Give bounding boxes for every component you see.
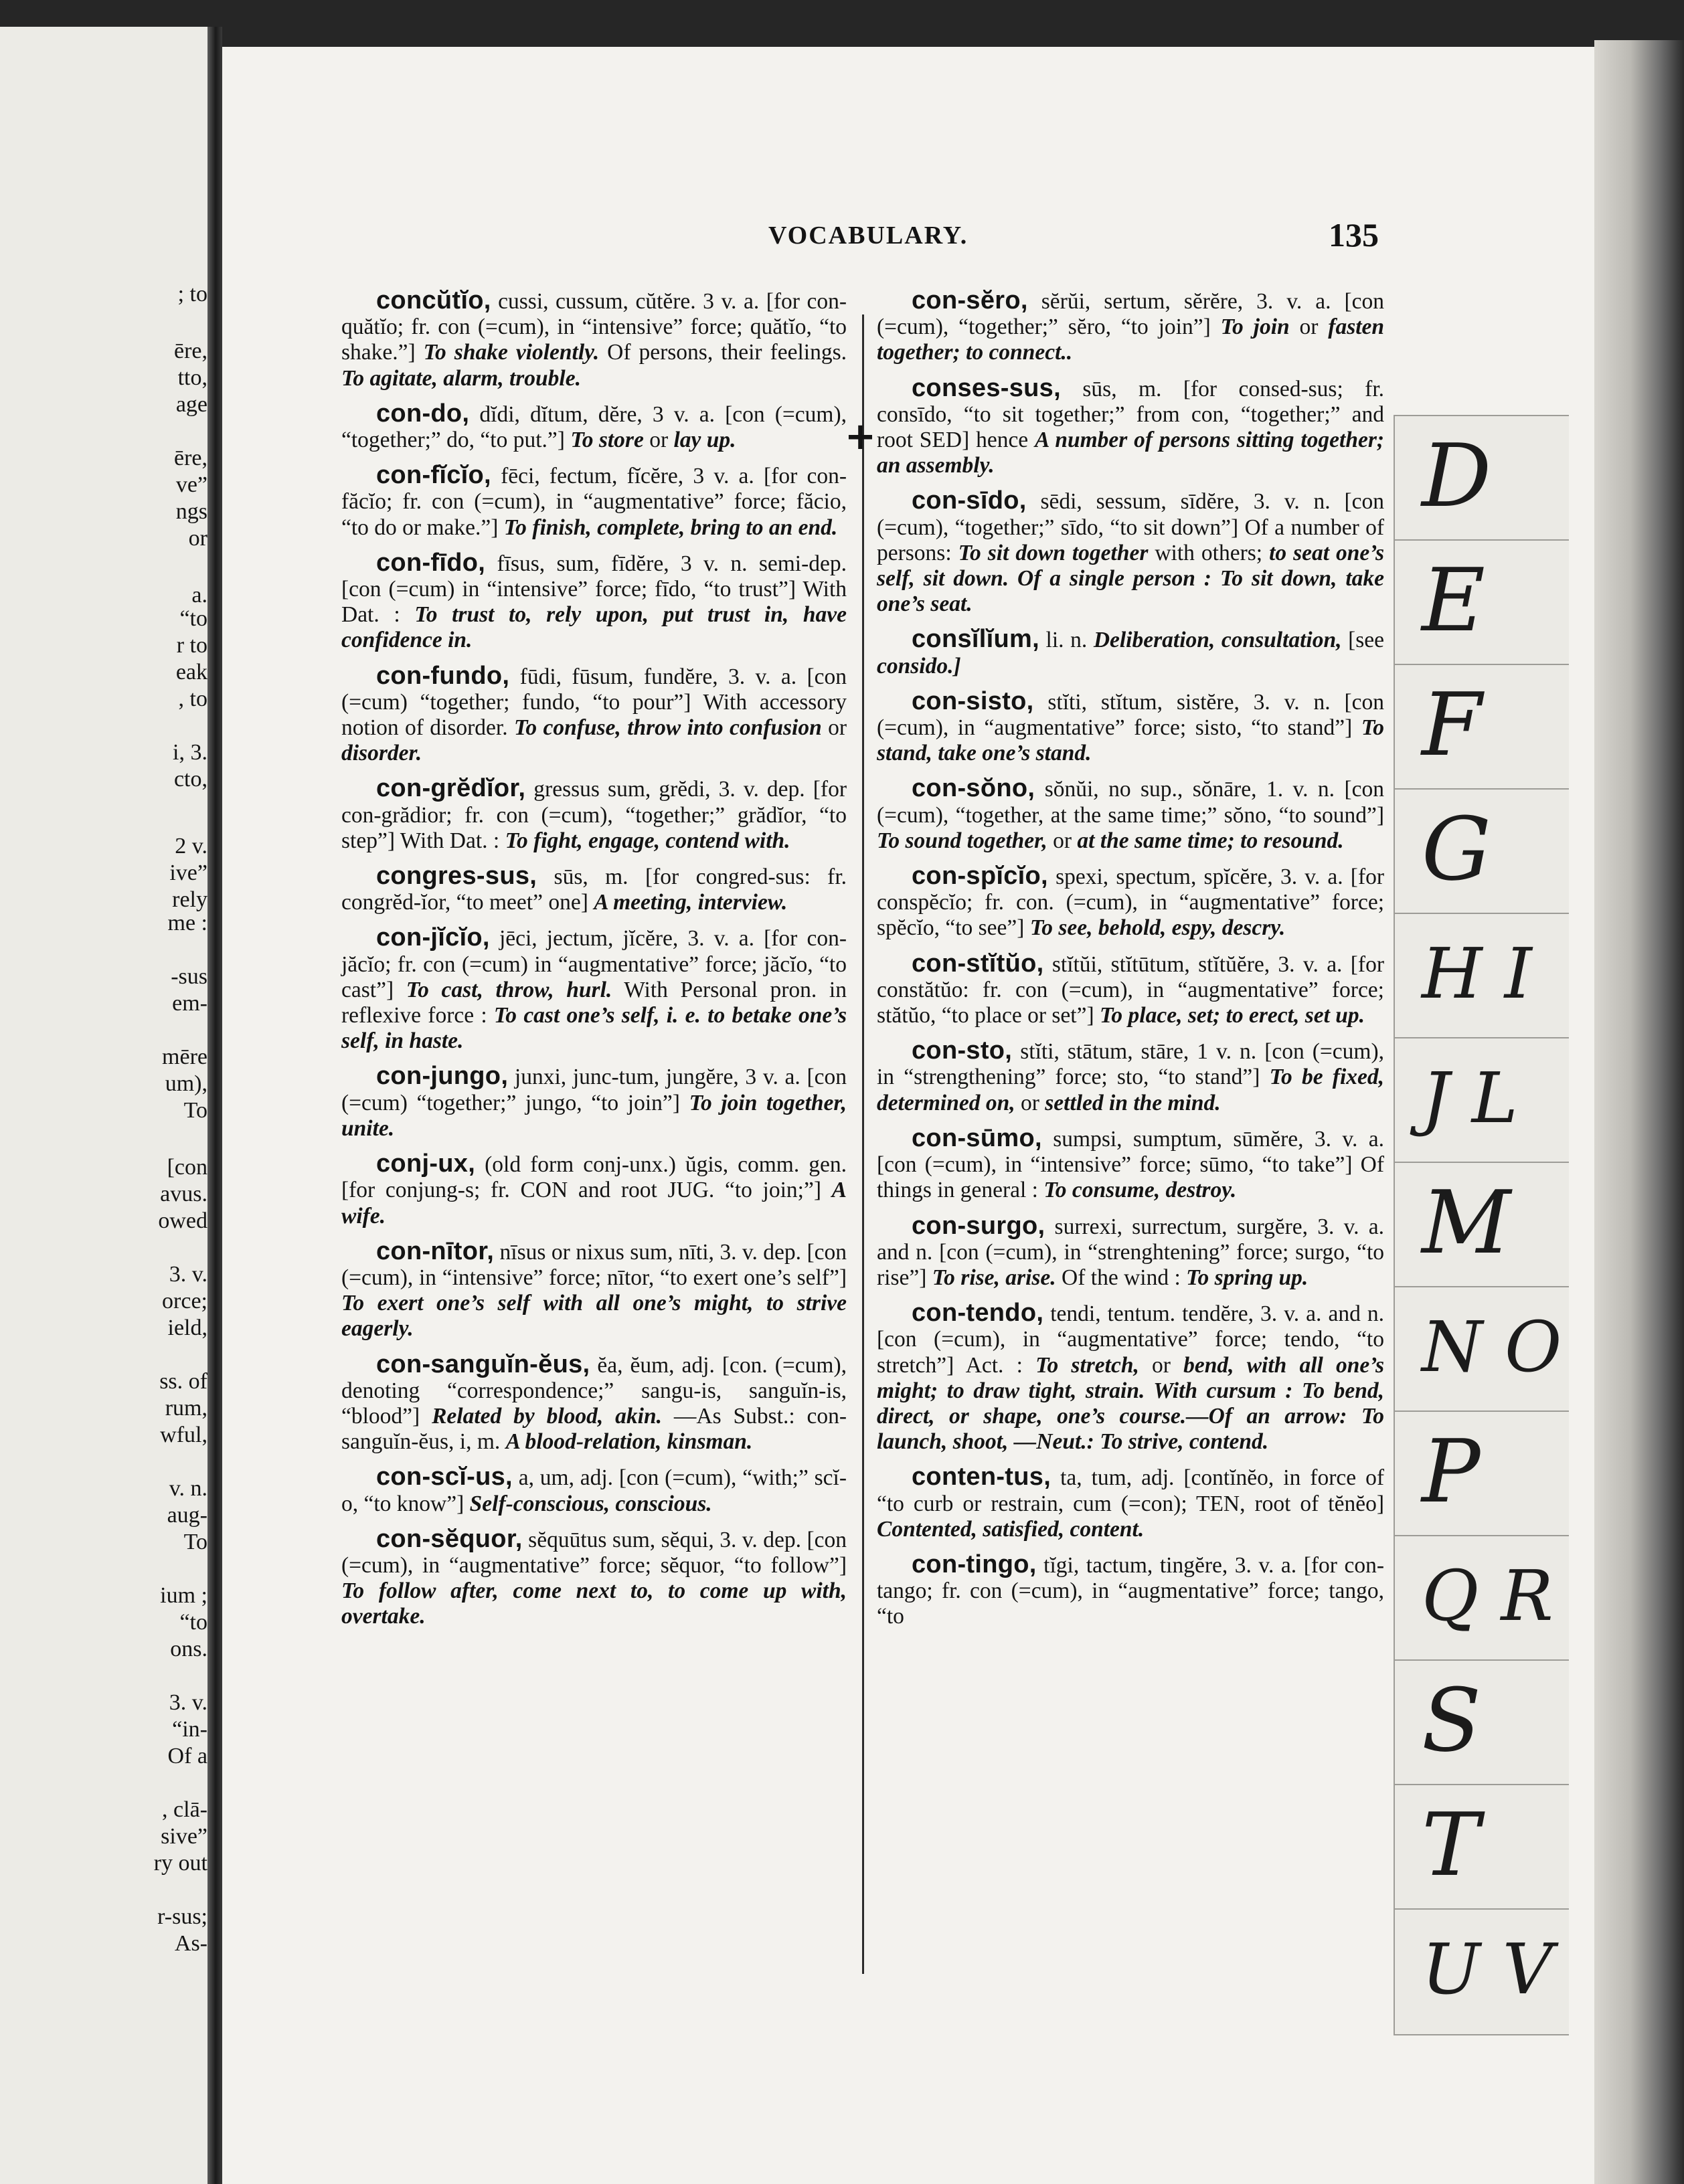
entry-headword: con-do, [376, 399, 470, 428]
entry-etymology: stĭtŭi, stĭtūtum, stĭtŭĕre, 3. v. a. [for constătŭo: fr. con (=cum), in “augmentative” force; stătŭo, “to place or set”] [877, 951, 1384, 1028]
entry-headword: con-scĭ-us, [376, 1463, 513, 1491]
entry-definition: To sit down together [958, 540, 1149, 565]
entry-headword: con-fīdo, [376, 548, 486, 577]
left-page-fragment: , clā- [162, 1797, 207, 1822]
left-page-fragment: As- [174, 1931, 207, 1956]
index-tab [1394, 1037, 1569, 1164]
entry-etymology: sūs, m. [for congred-sus: fr. congrĕd-ĭor, “to meet” one] [341, 864, 847, 915]
entry-definition: A wife. [341, 1178, 847, 1228]
entry-headword: con-surgo, [912, 1211, 1045, 1240]
left-page-fragment: or [188, 526, 207, 551]
left-page-fragment: em- [172, 991, 207, 1016]
index-tab [1394, 788, 1569, 915]
dictionary-entry [341, 462, 847, 541]
entry-definition: To finish, complete, bring to an end. [503, 515, 838, 540]
index-tab [1394, 1659, 1569, 1787]
entry-note: Of the wind : [1062, 1265, 1181, 1290]
entry-definition: To shake violently. [423, 340, 600, 365]
left-page-fragment: owed [158, 1208, 207, 1233]
left-page-fragment: “in- [172, 1717, 207, 1742]
entry-note: or [1020, 1090, 1039, 1115]
left-page-fragment: um), [165, 1071, 207, 1096]
entry-etymology: surrexi, surrectum, surgĕre, 3. v. a. and n. [con (=cum), in “strenghtening” force; surgo, “to rise”] [877, 1214, 1385, 1290]
entry-definition: To cast, throw, hurl. [406, 977, 612, 1002]
column-rule [862, 314, 864, 1974]
left-page-fragment: rum, [165, 1396, 207, 1421]
entry-note: —As Subst.: con-sanguĭn-ĕus, i, m. [341, 1403, 847, 1455]
entry-etymology: fīsus, sum, fīdĕre, 3 v. n. semi-dep. [con (=cum) in “intensive” force; fīdo, “to trust”] With Dat. : [341, 551, 847, 628]
entry-etymology: (old form conj-unx.) ŭgis, comm. gen. [for conjung-s; fr. CON and root JUG. “to join;”] [341, 1152, 847, 1203]
entry-etymology: ĕa, ĕum, adj. [con. (=cum), denoting “correspondence;” sangu-is, sanguĭn-is, “blood”] [341, 1352, 847, 1429]
entry-etymology: sŏnŭi, no sup., sŏnāre, 1. v. n. [con (=cum), “together, at the same time;” sŏno, “to sound”] [877, 777, 1384, 828]
dictionary-entry [877, 1464, 1384, 1542]
entry-note: With Personal pron. in reflexive force : [341, 977, 847, 1028]
dictionary-entry [877, 1125, 1384, 1204]
left-page-fragment: “to [179, 1610, 207, 1635]
entry-definition: A number of persons sitting together; an assembly. [877, 428, 1385, 478]
entry-definition: To trust to, rely upon, put trust in, have confidence in. [341, 602, 847, 653]
left-page-fragment: To [183, 1098, 207, 1123]
entry-definition: To join [1220, 314, 1290, 340]
entry-definition: To see, behold, espy, descry. [1029, 915, 1286, 941]
dictionary-entry [877, 1300, 1384, 1455]
entry-definition: To consume, destroy. [1043, 1178, 1237, 1203]
index-tab-letter: D [1422, 425, 1492, 527]
left-page-fragment: ium ; [160, 1583, 207, 1608]
entry-definition: To sound together, [877, 828, 1047, 853]
dictionary-entry [877, 951, 1384, 1029]
entry-note: or [1053, 828, 1072, 853]
left-page-fragment: a. [191, 583, 207, 608]
left-page-fragment: avus. [160, 1182, 207, 1206]
entry-etymology: nīsus or nixus sum, nīti, 3. v. dep. [con (=cum), in “intensive” force; nītor, “to exert one’s self”] [341, 1239, 847, 1290]
left-page-fragment: eak [175, 660, 207, 685]
entry-etymology: tĭgi, tactum, tingĕre, 3. v. a. [for con-tango; fr. con (=cum), in “augmentative” force; tango, “to [877, 1552, 1384, 1629]
entry-headword: concŭtĭo, [376, 286, 491, 314]
entry-headword: con-fĭcĭo, [376, 461, 491, 490]
running-head: VOCABULARY. [768, 221, 969, 250]
entry-note: [see [1348, 628, 1385, 653]
dictionary-entry [341, 1464, 847, 1516]
index-tab [1394, 539, 1569, 666]
left-page-fragment: ngs [175, 499, 207, 524]
entry-headword: con-stĭtŭo, [912, 949, 1044, 978]
dictionary-entry [877, 776, 1384, 854]
entry-etymology: sēdi, sessum, sīdĕre, 3. v. n. [con (=cum), “together;” sīdo, “to sit down”] Of a number of persons: [877, 489, 1385, 565]
left-page-fragment: 3. v. [169, 1690, 207, 1715]
entry-definition: A meeting, interview. [594, 890, 788, 915]
entry-definition-2: To spring up. [1186, 1265, 1309, 1290]
entry-definition-2: settled in the mind. [1045, 1090, 1221, 1115]
right-column [877, 288, 1384, 1639]
index-tab-letter: G [1422, 798, 1491, 900]
entry-definition-2: bend, with all one’s might; to draw tight, strain. With cursum : To bend, direct, or shape, one’s course.—Of an arrow: To launch, shoot, —Neut.: To strive, contend. [877, 1352, 1384, 1455]
entry-headword: conten-tus, [912, 1463, 1051, 1491]
book-gutter [207, 27, 222, 2184]
entry-headword: con-grĕdĭor, [376, 774, 526, 803]
entry-etymology: junxi, junc-tum, jungĕre, 3 v. a. [con (=cum) “together;” jungo, “to join”] [341, 1065, 847, 1115]
left-page-fragment: “to [179, 606, 207, 631]
index-tab [1394, 1784, 1569, 1911]
dictionary-entry [877, 488, 1384, 617]
entry-etymology: sumpsi, sumptum, sūmĕre, 3. v. a. [con (=cum), in “intensive” force; sūmo, “to take”] Of things in general : [877, 1126, 1384, 1203]
index-tab-letter: T [1422, 1794, 1480, 1896]
entry-headword: consĭlĭum, [912, 625, 1039, 654]
entry-etymology: spexi, spectum, spĭcĕre, 3. v. a. [for conspĕcĭo; fr. con. (=cum), in “augmentative” force; spĕcĭo, “to see”] [877, 864, 1385, 941]
entry-definition-2: at the same time; to resound. [1077, 828, 1344, 853]
dictionary-entry [341, 288, 847, 391]
dictionary-entry [341, 1239, 847, 1342]
left-page-fragment: Of a [167, 1744, 207, 1768]
left-page-fragment: [con [167, 1155, 207, 1180]
left-page-fragment: r-sus; [157, 1904, 207, 1929]
left-page-fragment: v. n. [169, 1476, 207, 1501]
index-tab-letter: S [1422, 1669, 1482, 1771]
left-page-fragment: ield, [167, 1315, 207, 1340]
entry-headword: con-sĕquor, [376, 1524, 523, 1553]
entry-etymology: sĕquūtus sum, sĕqui, 3. v. dep. [con (=cum), in “augmentative” force; sĕquor, “to follow”] [341, 1527, 847, 1578]
entry-etymology: dĭdi, dĭtum, dĕre, 3 v. a. [con (=cum), “together;” do, “to put.”] [341, 401, 847, 453]
entry-definition-2: consido.] [877, 653, 961, 678]
left-page-fragment: cto, [173, 767, 207, 792]
left-page-fragment: ve” [175, 472, 207, 497]
left-page-fragment: aug- [167, 1503, 207, 1528]
left-page-fragment: ēre, [173, 339, 207, 363]
entry-headword: con-sĕro, [912, 286, 1028, 314]
entry-etymology: sūs, m. [for consed-sus; fr. consīdo, “to sit together;” from con, “together;” and root SED] hence [877, 376, 1385, 453]
entry-headword: con-nītor, [376, 1237, 495, 1265]
entry-definition: To fight, engage, contend with. [505, 828, 790, 853]
entry-etymology: sĕrŭi, sertum, sĕrĕre, 3. v. a. [con (=cum), “together;” sĕro, “to join”] [877, 289, 1385, 340]
dictionary-entry [341, 776, 847, 854]
left-page-fragment: , to [178, 687, 207, 711]
page-edge [1594, 40, 1684, 2184]
entry-definition: Contented, satisfied, content. [877, 1516, 1145, 1542]
entry-headword: con-sanguĭn-ĕus, [376, 1350, 590, 1378]
entry-definition: Related by blood, akin. [432, 1403, 662, 1429]
entry-headword: con-jungo, [376, 1062, 509, 1091]
index-tab [1394, 1410, 1569, 1538]
entry-etymology: ta, tum, adj. [contĭnĕo, in force of “to curb or restrain, cum (=con); TEN, root of tĕnĕo] [877, 1465, 1384, 1516]
left-column [341, 288, 847, 1639]
entry-definition: To store [570, 428, 644, 453]
entry-etymology: fēci, fectum, fĭcĕre, 3 v. a. [for con-făcĭo; fr. con (=cum), in “augmentative” force; făcio, “to do or make.”] [341, 464, 847, 540]
left-page-fragment: ry out [153, 1851, 207, 1876]
previous-page [0, 27, 207, 2184]
index-tab [1394, 1535, 1569, 1662]
page-number: 135 [1329, 216, 1379, 254]
dictionary-entry [877, 689, 1384, 767]
entry-headword: con-fundo, [376, 661, 510, 690]
dictionary-entry [341, 663, 847, 767]
entry-definition: To place, set; to erect, set up. [1100, 1003, 1365, 1028]
left-page-fragment: r to [176, 633, 207, 658]
index-tab [1394, 913, 1569, 1040]
left-page-fragment: orce; [162, 1289, 207, 1313]
index-tab-letter: H I [1422, 933, 1532, 1014]
entry-etymology: li. n. [1045, 628, 1088, 653]
entry-note: or [649, 428, 669, 453]
left-page-fragment: i, 3. [173, 740, 207, 765]
dictionary-entry [341, 1352, 847, 1455]
entry-headword: con-jĭcĭo, [376, 923, 490, 952]
dictionary-entry [341, 1151, 847, 1229]
entry-definition: To join together, unite. [341, 1090, 847, 1141]
entry-definition-2: to seat one’s self, sit down. Of a single person : To sit down, take one’s seat. [877, 540, 1385, 617]
dictionary-entry [341, 401, 847, 453]
entry-note: or [1152, 1352, 1171, 1378]
index-tab-letter: M [1422, 1172, 1511, 1273]
dictionary-entry [341, 550, 847, 654]
entry-definition-2: fasten together; to connect.. [877, 314, 1385, 365]
index-tab [1394, 664, 1569, 791]
entry-definition: To stretch, [1035, 1352, 1139, 1378]
entry-definition: To exert one’s self with all one’s might, to strive eagerly. [341, 1291, 847, 1342]
entry-definition-2: To cast one’s self, i. e. to betake one’s self, in haste. [341, 1003, 847, 1054]
entry-headword: con-spĭcĭo, [912, 862, 1048, 891]
entry-definition: To be fixed, determined on, [877, 1065, 1385, 1115]
dictionary-entry [877, 1213, 1384, 1291]
entry-etymology: gressus sum, grĕdi, 3. v. dep. [for con-grădior; fr. con (=cum), “together;” grădĭor, “to step”] With Dat. : [341, 777, 847, 853]
index-tab-letter: N O [1422, 1306, 1562, 1388]
entry-etymology: fūdi, fūsum, fundĕre, 3. v. a. [con (=cum) “together; fundo, “to pour”] With accessory notion of disorder. [341, 664, 847, 741]
left-page-fragment: sive” [161, 1824, 207, 1849]
entry-etymology: stĭti, stātum, stāre, 1 v. n. [con (=cum), in “strengthening” force; sto, “to stand”] [877, 1039, 1385, 1090]
entry-etymology: a, um, adj. [con (=cum), “with;” scĭ-o, “to know”] [341, 1465, 847, 1516]
left-page-fragment: wful, [160, 1423, 207, 1447]
entry-definition-2: lay up. [673, 428, 736, 453]
entry-definition-2: disorder. [341, 741, 422, 766]
entry-note: with others; [1155, 540, 1263, 565]
entry-definition: To confuse, throw into confusion [513, 715, 822, 741]
entry-etymology: cussi, cussum, cŭtĕre. 3 v. a. [for con-quătĭo; fr. con (=cum), in “intensive” force; quătĭo, “to shake.”] [341, 289, 847, 365]
index-tab-letter: E [1422, 549, 1485, 651]
entry-headword: conses-sus, [912, 373, 1061, 402]
entry-headword: con-sŏno, [912, 774, 1035, 803]
index-tab-letter: F [1422, 674, 1483, 776]
entry-etymology: tendi, tentum. tendĕre, 3. v. a. and n. [con (=cum), in “augmentative” force; tendo, “to stretch”] Act. : [877, 1301, 1384, 1378]
entry-note: or [828, 715, 847, 741]
dictionary-entry [341, 1063, 847, 1142]
dictionary-entry [877, 626, 1384, 678]
left-page-fragment: me : [167, 911, 207, 935]
entry-headword: con-sūmo, [912, 1123, 1042, 1152]
entry-definition-2: To agitate, alarm, trouble. [341, 365, 581, 391]
index-tab [1394, 1162, 1569, 1289]
entry-definition: To rise, arise. [932, 1265, 1056, 1290]
dictionary-entry [341, 925, 847, 1054]
entry-definition-2: A blood-relation, kinsman. [505, 1429, 753, 1455]
left-page-fragment: -sus [171, 964, 207, 989]
index-tab [1394, 1908, 1569, 2035]
left-page-fragment: ons. [170, 1637, 207, 1661]
entry-headword: congres-sus, [376, 862, 537, 891]
entry-headword: con-sisto, [912, 687, 1034, 715]
index-tab-letter: Q R [1422, 1555, 1553, 1637]
left-page-fragment: ēre, [173, 446, 207, 470]
dictionary-entry [877, 1038, 1384, 1116]
dictionary-entry [341, 863, 847, 915]
dictionary-entry [877, 863, 1384, 941]
index-tab-letter: U V [1422, 1928, 1553, 2010]
left-page-fragment: ; to [177, 282, 207, 306]
left-page-fragment: 3. v. [169, 1262, 207, 1287]
entry-headword: con-tingo, [912, 1550, 1037, 1578]
entry-note: Of persons, their feelings. [607, 340, 847, 365]
entry-definition: To follow after, come next to, to come up with, overtake. [341, 1578, 847, 1629]
left-page-fragment: To [183, 1530, 207, 1554]
left-page-fragment: ss. of [159, 1369, 207, 1394]
margin-cross-mark: + [845, 415, 876, 458]
left-page-fragment: tto, [177, 365, 207, 390]
entry-headword: con-sīdo, [912, 486, 1027, 515]
entry-headword: con-sto, [912, 1036, 1013, 1065]
entry-headword: con-tendo, [912, 1299, 1044, 1328]
left-page-fragment: mēre [162, 1044, 207, 1069]
entry-definition: To stand, take one’s stand. [877, 715, 1385, 766]
entry-etymology: jēci, jectum, jĭcĕre, 3. v. a. [for con-jăcĭo; fr. con (=cum) in “augmentative” force; jăcĭo, “to cast”] [341, 926, 847, 1002]
index-tab-letter: J L [1422, 1057, 1518, 1139]
dictionary-entry [877, 1552, 1384, 1630]
dictionary-entry [341, 1526, 847, 1630]
entry-etymology: stĭti, stĭtum, sistĕre, 3. v. n. [con (=cum), in “augmentative” force; sisto, “to stand”] [877, 689, 1385, 741]
index-tab [1394, 1286, 1569, 1413]
left-page-fragment: age [175, 392, 207, 417]
entry-headword: conj-ux, [376, 1150, 476, 1178]
entry-note: or [1299, 314, 1319, 340]
left-page-fragment: 2 v. [175, 834, 207, 858]
left-page-fragment: ive” [169, 860, 207, 885]
entry-definition: Deliberation, consultation, [1093, 628, 1342, 653]
dictionary-entry [877, 288, 1384, 366]
index-tab [1394, 415, 1569, 542]
dictionary-entry [877, 375, 1384, 479]
index-tab-letter: P [1422, 1421, 1481, 1522]
left-page-fragment: rely [172, 887, 207, 912]
entry-definition: Self-conscious, conscious. [469, 1491, 712, 1516]
